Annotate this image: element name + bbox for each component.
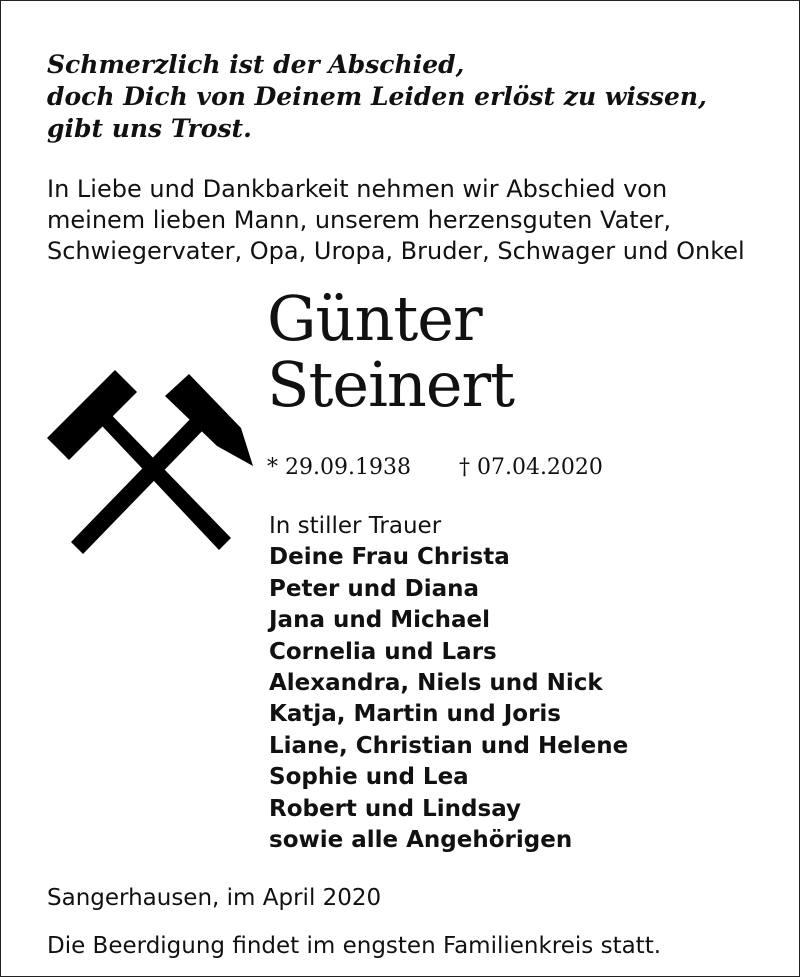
hammer-and-pick-icon [45,366,257,561]
mourners-list [269,511,628,856]
mourner-name: Deine Frau Christa [269,544,510,571]
intro-line: Schwiegervater, Opa, Uropa, Bruder, Schwager und Onkel [47,237,745,265]
mourner-name: Robert und Lindsay [269,795,522,822]
motto-line: gibt uns Trost. [47,114,252,143]
mourner-name: Cornelia und Lars [269,638,497,665]
mourner-name: Sophie und Lea [269,764,469,791]
motto-verse [47,49,747,145]
death-date: † 07.04.2020 [458,455,603,480]
mourner-name: sowie alle Angehörigen [269,827,573,854]
birth-date: * 29.09.1938 [267,455,411,480]
mourner-name: Peter und Diana [269,575,480,602]
mourner-name: Katja, Martin und Joris [269,701,561,728]
intro-line: In Liebe und Dankbarkeit nehmen wir Abschied von [47,175,668,203]
motto-line: doch Dich von Deinem Leiden erlöst zu wissen, [47,82,707,111]
deceased-name [267,282,515,421]
deceased-first-name: Günter [267,282,482,355]
mourner-name: Alexandra, Niels und Nick [269,670,603,697]
deceased-last-name: Steinert [267,348,515,421]
intro-text [47,174,767,267]
life-dates [267,453,603,483]
mourner-name: Jana und Michael [269,607,490,634]
mourners-lead: In stiller Trauer [269,513,442,539]
place-and-date: Sangerhausen, im April 2020 [47,885,382,911]
mourner-name: Liane, Christian und Helene [269,732,629,759]
funeral-note: Die Beerdigung findet im engsten Familienkreis statt. [47,933,662,959]
intro-line: meinem lieben Mann, unserem herzensguten Vater, [47,206,671,234]
motto-line: Schmerzlich ist der Abschied, [47,50,465,79]
